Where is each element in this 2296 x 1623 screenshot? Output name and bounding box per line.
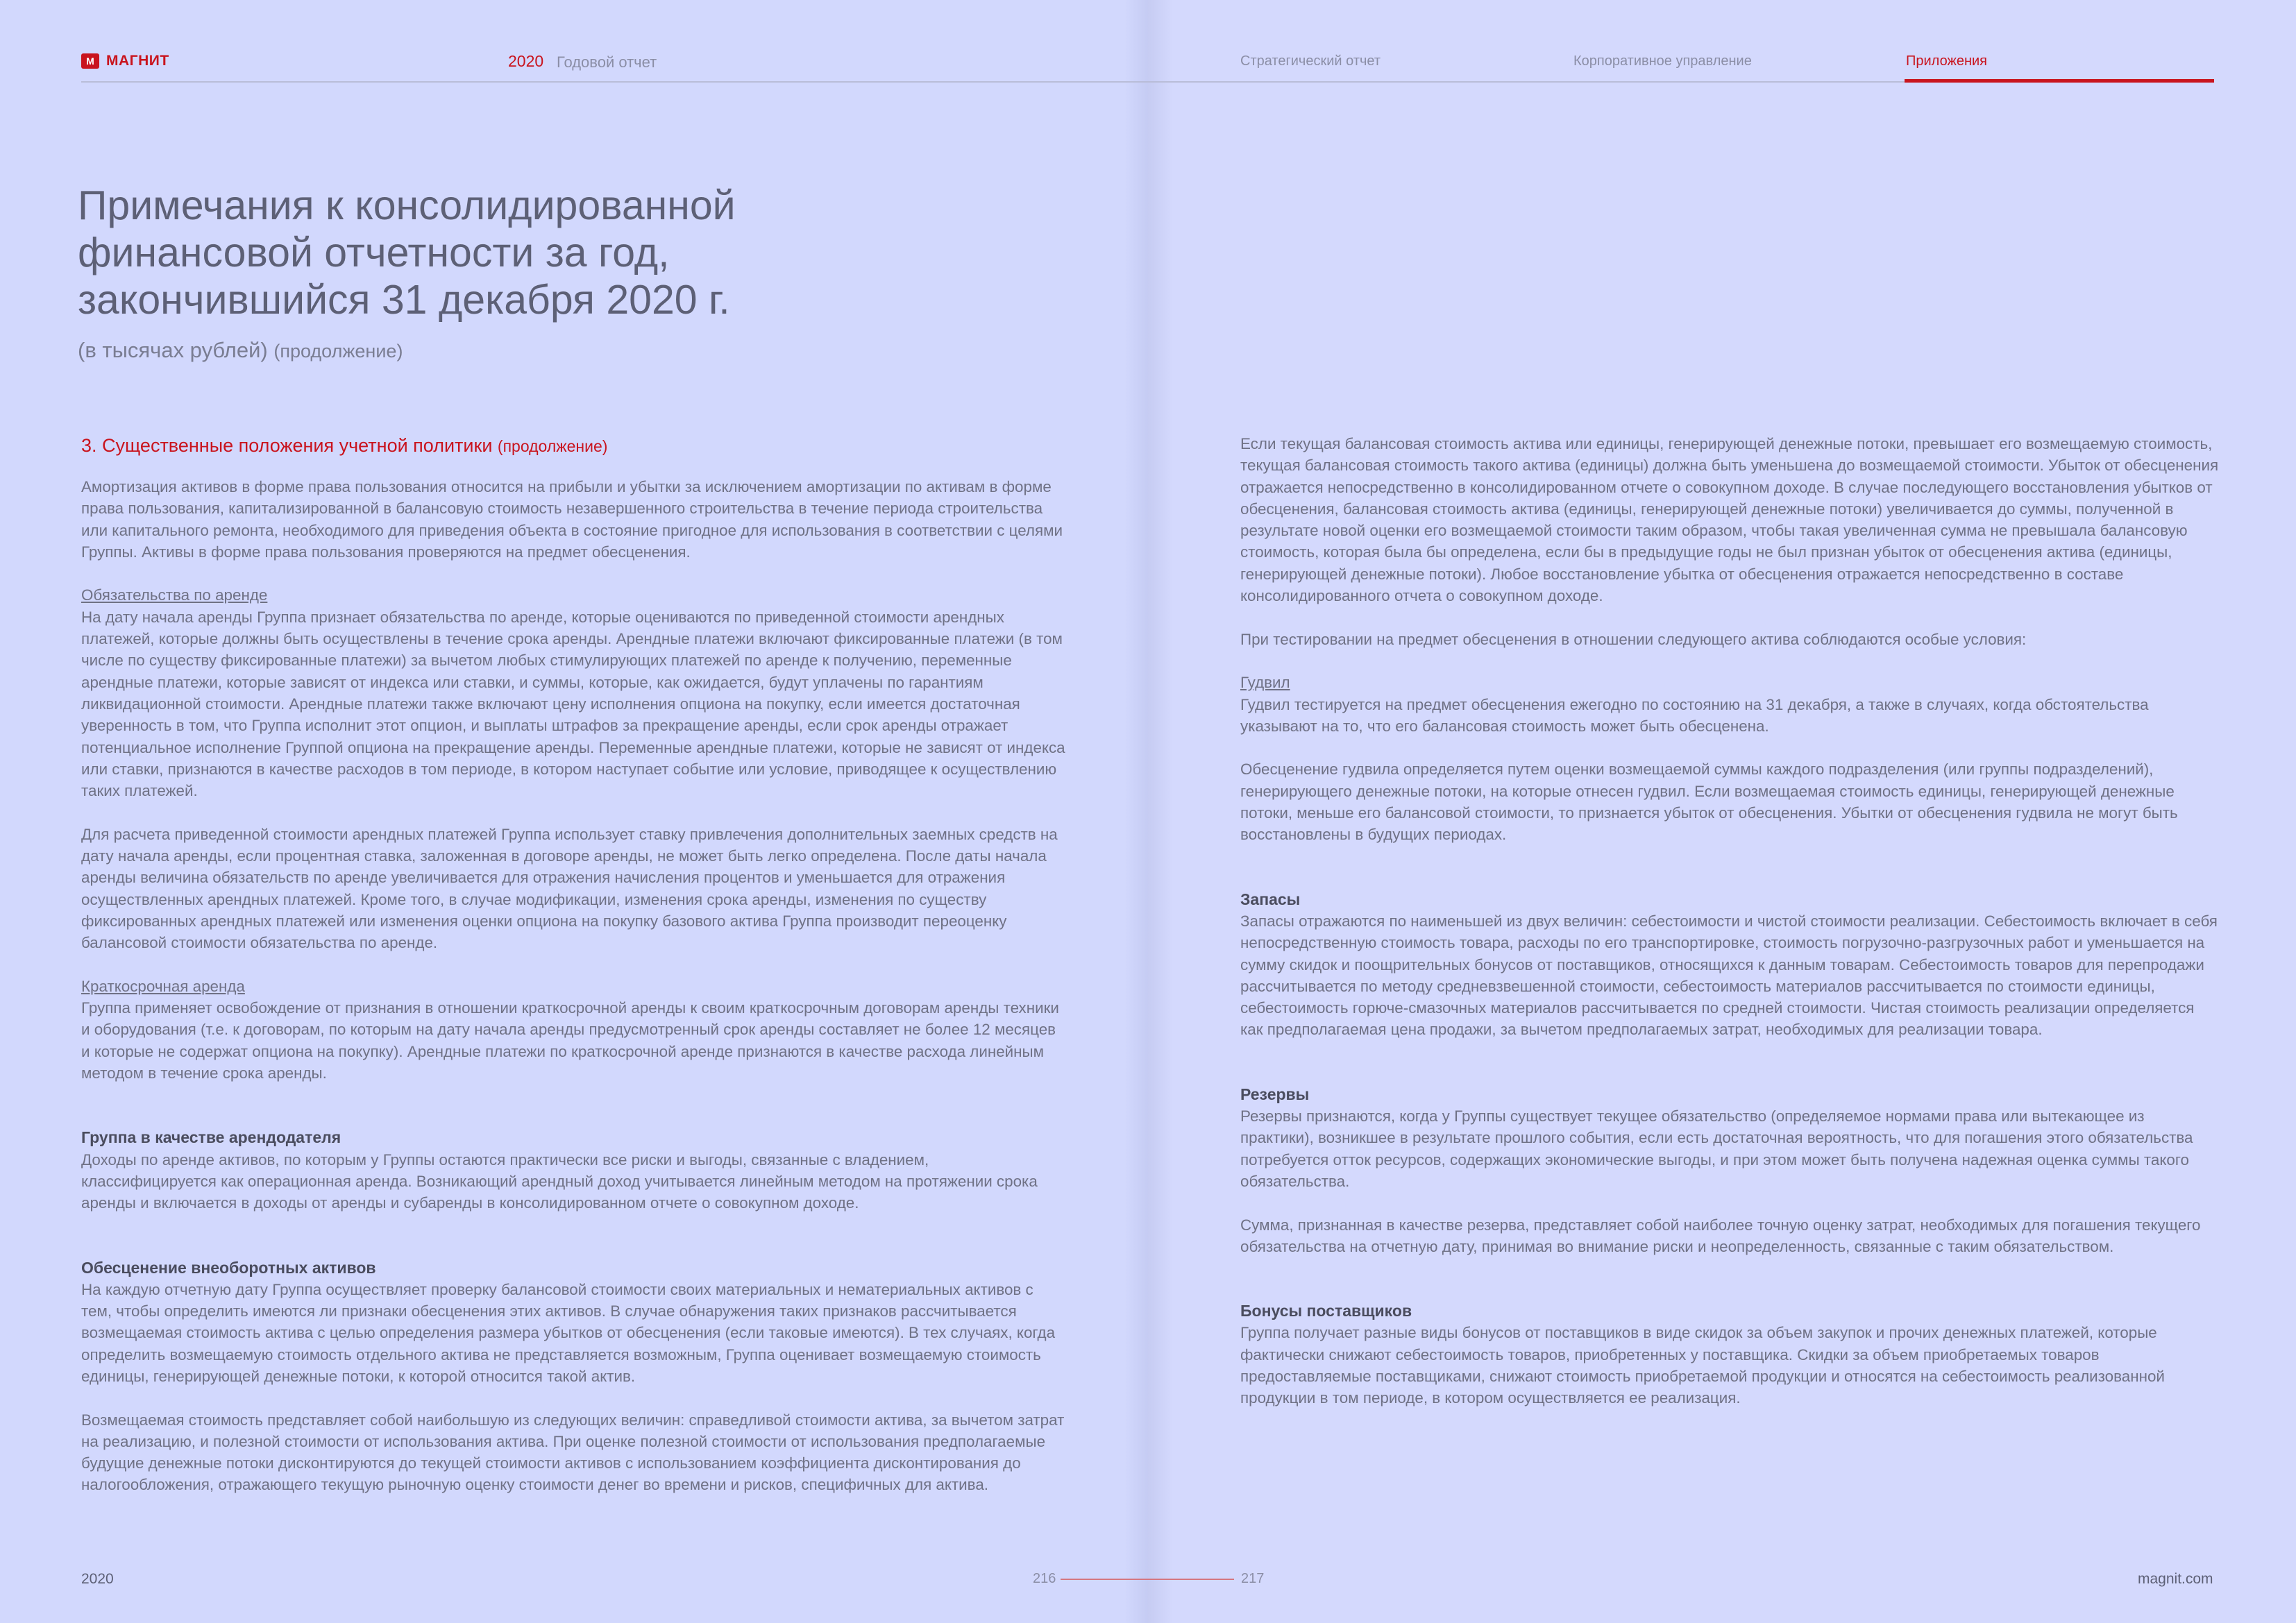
paragraph: Группа применяет освобождение от признания в отношении краткосрочной аренды к своим краткосрочным договорам аренды техники и оборудования (т.е. к договорам, по которым на дату начала аренды предусмотренный срок аренды составляет не более 12 месяцев и которые не содержат опциона на покупку). Арендные платежи по краткосрочной аренде признаются в качестве расхода линейным методом в течение срока аренды. <box>81 999 1059 1082</box>
paragraph: Для расчета приведенной стоимости арендных платежей Группа использует ставку привлечения дополнительных заемных средств на дату начала аренды, если процентная ставка, заложенная в договоре аренды, не может быть легко определена. После даты начала аренды величина обязательств по аренде увеличивается для отражения начисления процентов и уменьшается для отражения осуществленных арендных платежей. Кроме того, в случае модификации, изменения срока аренды, изменения по существу фиксированных арендных платежей или изменения оценки опциона на покупку базового актива Группа производит переоценку балансовой стоимости обязательства по аренде. <box>81 825 1058 952</box>
footer-year: 2020 <box>81 1571 114 1587</box>
paragraph: Если текущая балансовая стоимость актива или единицы, генерирующей денежные потоки, превышает его возмещаемую стоимость, текущая балансовая стоимость такого актива (единицы) должна быть уменьшена до возмещаемой стоимости. Убыток от обесценения отражается непосредственно в консолидированном отчете о совокупном доходе. В случае последующего восстановления убытков от обесценения, балансовая стоимость актива (единицы, генерирующей денежные потоки) увеличивается до суммы, полученной в результате новой оценки его возмещаемой стоимости таким образом, чтобы такая увеличенная сумма не превышала балансовую стоимость, которая была бы определена, если бы в предыдущие годы не был признан убыток от обесценения актива (единицы, генерирующей денежные потоки). Любое восстановление убытка от обесценения отражается непосредственно в составе консолидированного отчета о совокупном доходе. <box>1240 435 2219 605</box>
nav-corporate-governance[interactable]: Корпоративное управление <box>1573 53 1752 69</box>
section-provisions <box>1240 1084 2219 1192</box>
heading-impairment: Обесценение внеоборотных активов <box>81 1258 376 1277</box>
section-supplier-bonuses <box>1240 1300 2219 1409</box>
subheading-goodwill: Гудвил <box>1240 674 1290 692</box>
paragraph: На дату начала аренды Группа признает обязательства по аренде, которые оцениваются по приведенной стоимости арендных платежей, которые должны быть осуществлены в течение срока аренды. Арендные платежи включают фиксированные платежи (в том числе по существу фиксированные платежи) за вычетом любых стимулирующих платежей по аренде к получению, переменные арендные платежи, которые зависят от индекса или ставки, и суммы, которые, как ожидается, будут уплачены по гарантиям ликвидационной стоимости. Арендные платежи также включают цену исполнения опциона на покупку, если имеется достаточная уверенность в том, что Группа исполнит этот опцион, и выплаты штрафов за прекращение аренды, если срок аренды отражает потенциальное исполнение Группой опциона на прекращение аренды. Переменные арендные платежи, которые не зависят от индекса или ставки, признаются в качестве расходов в том периоде, в котором наступает событие или условие, приводящее к осуществлению таких платежей. <box>81 608 1065 800</box>
brand-name: МАГНИТ <box>106 53 169 69</box>
units-continuation: (продолжение) <box>273 341 403 362</box>
section-impairment <box>81 1257 1067 1388</box>
footer-site-link[interactable]: magnit.com <box>2138 1571 2213 1587</box>
page-title-line-1: Примечания к консолидированной <box>78 182 736 228</box>
subsection-short-term-lease <box>81 976 1067 1084</box>
section-inventories <box>1240 889 2219 1041</box>
page-number-left: 216 <box>1033 1571 1056 1586</box>
section-continuation: (продолжение) <box>497 437 608 455</box>
section-title <box>81 435 607 457</box>
paragraph: На каждую отчетную дату Группа осуществляет проверку балансовой стоимости своих материальных и нематериальных активов с тем, чтобы определить имеются ли признаки обесценения этих активов. В случае обнаружения таких признаков рассчитывается возмещаемая стоимость актива с целью определения размера убытков от обесценения (если таковые имеются). В тех случаях, когда определить возмещаемую стоимость отдельного актива не представляется возможным, Группа оценивает возмещаемую стоимость единицы, генерирующей денежные потоки, к которой относится такой актив. <box>81 1280 1056 1385</box>
heading-group-as-lessor: Группа в качестве арендодателя <box>81 1128 341 1147</box>
section-title-text: 3. Существенные положения учетной политики <box>81 435 493 456</box>
brand-logo[interactable] <box>81 53 169 69</box>
paragraph: Группа получает разные виды бонусов от поставщиков в виде скидок за объем закупок и прочих денежных платежей, которые фактически снижают себестоимость товаров, приобретенных у поставщика. Скидки за объем приобретаемых товаров предоставляемые поставщиками, снижают стоимость приобретаемой продукции и относятся на себестоимость реализованной продукции в том периоде, в котором осуществляется ее реализация. <box>1240 1324 2165 1407</box>
heading-inventories: Запасы <box>1240 890 1301 908</box>
units-note <box>78 338 403 363</box>
report-year: 2020 <box>508 52 544 70</box>
header-divider <box>81 81 2214 83</box>
paragraph: Доходы по аренде активов, по которым у Группы остаются практически все риски и выгоды, связанные с владением, классифицируется как операционная аренда. Возникающий арендный доход учитывается линейным методом на протяжении срока аренды и включается в доходы от аренды и субаренды в консолидированном отчете о совокупном доходе. <box>81 1150 1038 1212</box>
subheading-short-term-lease: Краткосрочная аренда <box>81 977 245 995</box>
paragraph: Резервы признаются, когда у Группы существует текущее обязательство (определяемое нормами права или вытекающее из практики), возникшее в результате прошлого события, если есть достаточная вероятность, что для погашения этого обязательства потребуется отток ресурсов, содержащих экономические выгоды, и при этом может быть получена надежная оценка суммы такого обязательства. <box>1240 1107 2193 1190</box>
page-number-divider <box>1061 1579 1234 1580</box>
paragraph: Возмещаемая стоимость представляет собой наибольшую из следующих величин: справедливой стоимости актива, за вычетом затрат на реализацию, и полезной стоимости от использования актива. При оценке полезной стоимости от использования предполагаемые будущие денежные потоки дисконтируются до текущей стоимости активов с использованием коэффициента дисконтирования до налогообложения, отражающего текущую рыночную оценку стоимости денег во времени и рисков, специфичных для актива. <box>81 1411 1065 1494</box>
left-text-column <box>81 476 1067 1518</box>
heading-supplier-bonuses: Бонусы поставщиков <box>1240 1302 1412 1320</box>
subsection-lease-liabilities <box>81 584 1067 801</box>
page-title <box>78 182 980 323</box>
paragraph: Амортизация активов в форме права пользования относится на прибыли и убытки за исключением амортизации по активам в форме права пользования, капитализированной в балансовую стоимость незавершенного строительства в течение периода строительства или капитального ремонта, необходимого для приведения объекта в состояние пригодное для использования в соответствии с целями Группы. Активы в форме права пользования проверяются на предмет обесценения. <box>81 478 1063 561</box>
nav-strategic-report[interactable]: Стратегический отчет <box>1240 53 1381 69</box>
page-title-line-3: закончившийся 31 декабря 2020 г. <box>78 277 730 323</box>
magnit-logo-icon: M <box>81 53 99 69</box>
units-label: (в тысячах рублей) <box>78 338 268 362</box>
report-name: Годовой отчет <box>557 53 657 71</box>
subheading-lease-liabilities: Обязательства по аренде <box>81 586 268 604</box>
page-title-line-2: финансовой отчетности за год, <box>78 230 670 275</box>
section-group-as-lessor <box>81 1127 1067 1214</box>
subsection-goodwill <box>1240 672 2219 737</box>
heading-provisions: Резервы <box>1240 1085 1310 1103</box>
paragraph: Гудвил тестируется на предмет обесценения ежегодно по состоянию на 31 декабря, а также в случаях, когда обстоятельства указывают на то, что его балансовая стоимость может быть обесценена. <box>1240 695 2149 735</box>
page-gutter <box>1124 0 1173 1623</box>
paragraph: Сумма, признанная в качестве резерва, представляет собой наиболее точную оценку затрат, необходимых для погашения текущего обязательства на отчетную дату, принимая во внимание риски и неопределенность, связанные с таким обязательством. <box>1240 1216 2201 1255</box>
paragraph: Запасы отражаются по наименьшей из двух величин: себестоимости и чистой стоимости реализации. Себестоимость включает в себя непосредственную стоимость товара, расходы по его транспортировке, стоимость погрузочно-разгрузочных работ и уменьшается на сумму скидок и поощрительных бонусов от поставщиков, относящихся к данным товарам. Себестоимость товаров для перепродажи рассчитывается по методу средневзвешенной стоимости, себестоимость материалов рассчитывается по стоимости единицы, себестоимость горюче-смазочных материалов рассчитывается по средней стоимости. Чистая стоимость реализации определяется как предполагаемая цена продажи, за вычетом предполагаемых затрат, необходимых для реализации товара. <box>1240 912 2218 1039</box>
page-number-right: 217 <box>1241 1571 1265 1586</box>
paragraph: При тестировании на предмет обесценения в отношении следующего актива соблюдаются особые условия: <box>1240 630 2027 648</box>
paragraph: Обесценение гудвила определяется путем оценки возмещаемой суммы каждого подразделения (или группы подразделений), генерирующего денежные потоки, на которые отнесен гудвил. Если возмещаемая стоимость единицы, генерирующей денежные потоки, меньше его балансовой стоимости, то признается убыток от обесценения. Убытки от обесценения гудвила не могут быть восстановлены в будущих периодах. <box>1240 760 2178 844</box>
nav-appendices[interactable]: Приложения <box>1906 53 1988 69</box>
nav-active-indicator <box>1905 79 2214 83</box>
right-text-column <box>1240 433 2219 1409</box>
